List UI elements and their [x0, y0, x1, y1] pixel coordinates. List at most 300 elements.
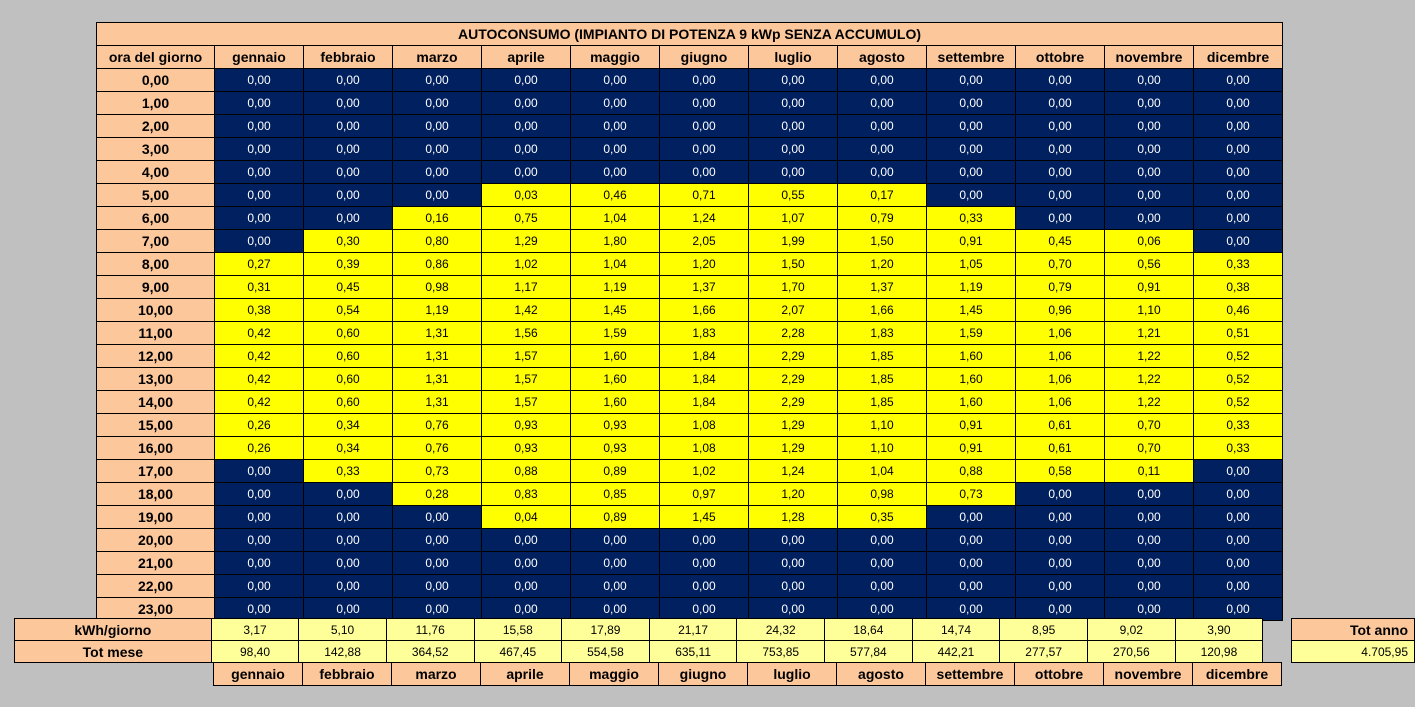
- table-row: [97, 322, 1283, 345]
- table-row: [97, 414, 1283, 437]
- table-row: [97, 161, 1283, 184]
- value-cell: 0,00: [304, 92, 393, 115]
- hour-cell: 12,00: [97, 345, 215, 368]
- value-cell: 0,00: [482, 115, 571, 138]
- value-cell: 0,00: [304, 598, 393, 621]
- value-cell: 0,89: [571, 460, 660, 483]
- hour-cell: 17,00: [97, 460, 215, 483]
- value-cell: 0,33: [304, 460, 393, 483]
- value-cell: 0,76: [393, 437, 482, 460]
- value-cell: 1,50: [838, 230, 927, 253]
- footer-month-luglio: luglio: [748, 663, 837, 686]
- value-cell: 0,88: [927, 460, 1016, 483]
- value-cell: 0,88: [482, 460, 571, 483]
- value-cell: 0,00: [1194, 230, 1283, 253]
- value-cell: 1,31: [393, 368, 482, 391]
- value-cell: 1,19: [571, 276, 660, 299]
- value-cell: 0,00: [393, 69, 482, 92]
- hour-cell: 19,00: [97, 506, 215, 529]
- value-cell: 1,07: [749, 207, 838, 230]
- value-cell: 1,06: [1016, 391, 1105, 414]
- tot-mese-cell: 120,98: [1175, 641, 1263, 663]
- value-cell: 0,52: [1194, 345, 1283, 368]
- value-cell: 1,60: [571, 345, 660, 368]
- value-cell: 0,00: [927, 529, 1016, 552]
- value-cell: 0,00: [1016, 207, 1105, 230]
- value-cell: 1,22: [1105, 345, 1194, 368]
- table-row: [97, 184, 1283, 207]
- kwh-giorno-cell: 3,90: [1175, 619, 1263, 641]
- value-cell: 0,91: [927, 414, 1016, 437]
- value-cell: 0,00: [660, 552, 749, 575]
- value-cell: 0,42: [215, 391, 304, 414]
- value-cell: 0,38: [215, 299, 304, 322]
- month-header-settembre: settembre: [927, 46, 1016, 69]
- tot-mese-cell: 98,40: [211, 641, 298, 663]
- value-cell: 1,20: [749, 483, 838, 506]
- value-cell: 0,00: [749, 92, 838, 115]
- value-cell: 0,00: [927, 138, 1016, 161]
- value-cell: 0,00: [749, 552, 838, 575]
- value-cell: 0,00: [927, 161, 1016, 184]
- value-cell: 0,35: [838, 506, 927, 529]
- value-cell: 0,00: [304, 161, 393, 184]
- kwh-giorno-cell: 9,02: [1087, 619, 1175, 641]
- value-cell: 0,00: [1105, 598, 1194, 621]
- value-cell: 2,28: [749, 322, 838, 345]
- value-cell: 1,28: [749, 506, 838, 529]
- table-row: [97, 368, 1283, 391]
- kwh-giorno-cell: 21,17: [649, 619, 737, 641]
- tot-mese-cell: 635,11: [649, 641, 737, 663]
- value-cell: 0,16: [393, 207, 482, 230]
- footer-month-marzo: marzo: [392, 663, 481, 686]
- value-cell: 0,00: [838, 161, 927, 184]
- value-cell: 0,00: [571, 138, 660, 161]
- value-cell: 0,33: [1194, 253, 1283, 276]
- hour-cell: 4,00: [97, 161, 215, 184]
- value-cell: 0,00: [304, 506, 393, 529]
- value-cell: 1,66: [660, 299, 749, 322]
- value-cell: 1,29: [482, 230, 571, 253]
- value-cell: 1,08: [660, 437, 749, 460]
- value-cell: 1,08: [660, 414, 749, 437]
- value-cell: 0,00: [1194, 184, 1283, 207]
- hour-cell: 5,00: [97, 184, 215, 207]
- value-cell: 1,02: [482, 253, 571, 276]
- table-row: [97, 92, 1283, 115]
- value-cell: 0,75: [482, 207, 571, 230]
- autoconsumo-table: [96, 22, 1283, 621]
- tot-mese-cell: 442,21: [912, 641, 1000, 663]
- value-cell: 1,57: [482, 368, 571, 391]
- value-cell: 0,00: [660, 598, 749, 621]
- value-cell: 0,00: [660, 69, 749, 92]
- value-cell: 0,33: [1194, 437, 1283, 460]
- value-cell: 1,22: [1105, 391, 1194, 414]
- value-cell: 0,00: [660, 138, 749, 161]
- value-cell: 0,00: [393, 92, 482, 115]
- value-cell: 0,00: [838, 575, 927, 598]
- value-cell: 1,84: [660, 368, 749, 391]
- hour-cell: 14,00: [97, 391, 215, 414]
- value-cell: 0,00: [393, 184, 482, 207]
- value-cell: 0,00: [482, 598, 571, 621]
- value-cell: 1,57: [482, 391, 571, 414]
- value-cell: 0,42: [215, 345, 304, 368]
- value-cell: 2,29: [749, 391, 838, 414]
- value-cell: 0,00: [215, 138, 304, 161]
- value-cell: 1,10: [838, 437, 927, 460]
- value-cell: 0,00: [571, 552, 660, 575]
- hour-cell: 21,00: [97, 552, 215, 575]
- table-title: AUTOCONSUMO (IMPIANTO DI POTENZA 9 kWp SENZA ACCUMULO): [97, 23, 1283, 46]
- tot-mese-cell: 142,88: [299, 641, 387, 663]
- value-cell: 0,00: [215, 552, 304, 575]
- value-cell: 1,29: [749, 414, 838, 437]
- value-cell: 1,80: [571, 230, 660, 253]
- table-row: [97, 506, 1283, 529]
- value-cell: 0,93: [571, 414, 660, 437]
- month-header-giugno: giugno: [660, 46, 749, 69]
- value-cell: 0,00: [571, 598, 660, 621]
- value-cell: 0,70: [1105, 437, 1194, 460]
- value-cell: 0,00: [1105, 115, 1194, 138]
- value-cell: 1,24: [660, 207, 749, 230]
- value-cell: 0,00: [304, 115, 393, 138]
- footer-month-gennaio: gennaio: [214, 663, 303, 686]
- footer-month-giugno: giugno: [659, 663, 748, 686]
- tot-mese-cell: 577,84: [825, 641, 913, 663]
- tot-mese-cell: 364,52: [386, 641, 474, 663]
- tot-anno-label: Tot anno: [1291, 619, 1415, 641]
- value-cell: 0,33: [1194, 414, 1283, 437]
- value-cell: 0,42: [215, 368, 304, 391]
- footer-month-febbraio: febbraio: [303, 663, 392, 686]
- value-cell: 0,00: [1105, 92, 1194, 115]
- value-cell: 1,70: [749, 276, 838, 299]
- value-cell: 0,00: [215, 506, 304, 529]
- value-cell: 1,17: [482, 276, 571, 299]
- value-cell: 0,73: [927, 483, 1016, 506]
- footer-month-aprile: aprile: [481, 663, 570, 686]
- value-cell: 0,00: [393, 575, 482, 598]
- value-cell: 0,45: [1016, 230, 1105, 253]
- value-cell: 1,84: [660, 391, 749, 414]
- hour-cell: 6,00: [97, 207, 215, 230]
- value-cell: 1,83: [660, 322, 749, 345]
- value-cell: 0,00: [1105, 207, 1194, 230]
- hour-cell: 0,00: [97, 69, 215, 92]
- table-row: [97, 230, 1283, 253]
- value-cell: 0,00: [482, 575, 571, 598]
- table-row: [97, 299, 1283, 322]
- value-cell: 0,00: [1194, 598, 1283, 621]
- value-cell: 0,00: [749, 138, 838, 161]
- value-cell: 0,91: [1105, 276, 1194, 299]
- value-cell: 0,00: [1194, 575, 1283, 598]
- footer-month-dicembre: dicembre: [1193, 663, 1282, 686]
- value-cell: 0,70: [1105, 414, 1194, 437]
- value-cell: 1,45: [927, 299, 1016, 322]
- footer-month-settembre: settembre: [926, 663, 1015, 686]
- value-cell: 0,00: [393, 506, 482, 529]
- value-cell: 1,42: [482, 299, 571, 322]
- value-cell: 0,00: [838, 552, 927, 575]
- tot-mese-cell: 467,45: [474, 641, 562, 663]
- value-cell: 0,00: [1194, 552, 1283, 575]
- table-body: [97, 69, 1283, 621]
- footer-header-row: [214, 663, 1282, 686]
- spacer: [1263, 619, 1291, 641]
- value-cell: 0,00: [749, 69, 838, 92]
- value-cell: 0,00: [571, 69, 660, 92]
- value-cell: 1,37: [838, 276, 927, 299]
- value-cell: 0,60: [304, 345, 393, 368]
- value-cell: 1,83: [838, 322, 927, 345]
- hour-cell: 18,00: [97, 483, 215, 506]
- value-cell: 0,00: [838, 138, 927, 161]
- hour-cell: 23,00: [97, 598, 215, 621]
- value-cell: 0,03: [482, 184, 571, 207]
- table-row: [97, 529, 1283, 552]
- value-cell: 0,00: [1016, 138, 1105, 161]
- value-cell: 1,31: [393, 391, 482, 414]
- value-cell: 0,00: [304, 575, 393, 598]
- value-cell: 1,24: [749, 460, 838, 483]
- value-cell: 0,38: [1194, 276, 1283, 299]
- value-cell: 1,84: [660, 345, 749, 368]
- value-cell: 0,60: [304, 391, 393, 414]
- value-cell: 0,96: [1016, 299, 1105, 322]
- hour-cell: 10,00: [97, 299, 215, 322]
- value-cell: 0,06: [1105, 230, 1194, 253]
- value-cell: 0,98: [838, 483, 927, 506]
- value-cell: 0,00: [1194, 138, 1283, 161]
- value-cell: 0,00: [927, 115, 1016, 138]
- value-cell: 0,00: [1194, 207, 1283, 230]
- value-cell: 1,99: [749, 230, 838, 253]
- value-cell: 0,00: [482, 138, 571, 161]
- value-cell: 0,00: [304, 138, 393, 161]
- value-cell: 2,29: [749, 345, 838, 368]
- tot-mese-cell: 270,56: [1087, 641, 1175, 663]
- hour-cell: 16,00: [97, 437, 215, 460]
- value-cell: 0,00: [304, 184, 393, 207]
- value-cell: 0,26: [215, 414, 304, 437]
- value-cell: 0,00: [749, 598, 838, 621]
- value-cell: 1,20: [838, 253, 927, 276]
- value-cell: 0,71: [660, 184, 749, 207]
- kwh-giorno-cell: 5,10: [299, 619, 387, 641]
- value-cell: 1,59: [927, 322, 1016, 345]
- value-cell: 1,50: [749, 253, 838, 276]
- footer-month-ottobre: ottobre: [1015, 663, 1104, 686]
- value-cell: 0,93: [571, 437, 660, 460]
- month-header-aprile: aprile: [482, 46, 571, 69]
- value-cell: 0,00: [215, 207, 304, 230]
- value-cell: 0,00: [571, 92, 660, 115]
- value-cell: 1,05: [927, 253, 1016, 276]
- tot-mese-label: Tot mese: [15, 641, 212, 663]
- value-cell: 0,00: [304, 69, 393, 92]
- value-cell: 1,31: [393, 322, 482, 345]
- table-row: [97, 276, 1283, 299]
- value-cell: 0,70: [1016, 253, 1105, 276]
- value-cell: 0,00: [660, 92, 749, 115]
- value-cell: 0,00: [1105, 184, 1194, 207]
- value-cell: 0,00: [1194, 483, 1283, 506]
- summary-table: [14, 618, 1415, 663]
- value-cell: 0,27: [215, 253, 304, 276]
- value-cell: 0,73: [393, 460, 482, 483]
- value-cell: 0,34: [304, 414, 393, 437]
- value-cell: 1,10: [838, 414, 927, 437]
- hour-cell: 20,00: [97, 529, 215, 552]
- kwh-giorno-cell: 3,17: [211, 619, 298, 641]
- value-cell: 1,19: [927, 276, 1016, 299]
- value-cell: 0,34: [304, 437, 393, 460]
- value-cell: 0,00: [304, 529, 393, 552]
- value-cell: 0,00: [571, 161, 660, 184]
- value-cell: 0,00: [1194, 161, 1283, 184]
- hour-column-header: ora del giorno: [97, 46, 215, 69]
- value-cell: 0,00: [1105, 552, 1194, 575]
- value-cell: 1,37: [660, 276, 749, 299]
- value-cell: 0,00: [1194, 506, 1283, 529]
- value-cell: 0,00: [927, 575, 1016, 598]
- value-cell: 0,33: [927, 207, 1016, 230]
- value-cell: 0,83: [482, 483, 571, 506]
- tot-mese-row: [15, 641, 1415, 663]
- value-cell: 0,00: [1194, 529, 1283, 552]
- value-cell: 0,54: [304, 299, 393, 322]
- value-cell: 1,60: [927, 391, 1016, 414]
- value-cell: 0,00: [1016, 69, 1105, 92]
- kwh-giorno-cell: 17,89: [562, 619, 650, 641]
- value-cell: 1,57: [482, 345, 571, 368]
- value-cell: 0,00: [1016, 115, 1105, 138]
- tot-anno-value: 4.705,95: [1291, 641, 1415, 663]
- value-cell: 0,00: [215, 230, 304, 253]
- value-cell: 1,06: [1016, 368, 1105, 391]
- value-cell: 0,91: [927, 230, 1016, 253]
- value-cell: 1,60: [571, 368, 660, 391]
- value-cell: 0,58: [1016, 460, 1105, 483]
- value-cell: 0,00: [927, 69, 1016, 92]
- value-cell: 0,00: [749, 115, 838, 138]
- value-cell: 0,80: [393, 230, 482, 253]
- value-cell: 0,00: [482, 92, 571, 115]
- hour-cell: 8,00: [97, 253, 215, 276]
- month-header-ottobre: ottobre: [1016, 46, 1105, 69]
- value-cell: 1,19: [393, 299, 482, 322]
- tot-mese-cell: 554,58: [562, 641, 650, 663]
- value-cell: 0,85: [571, 483, 660, 506]
- value-cell: 0,89: [571, 506, 660, 529]
- value-cell: 0,00: [393, 529, 482, 552]
- value-cell: 0,28: [393, 483, 482, 506]
- value-cell: 0,45: [304, 276, 393, 299]
- value-cell: 1,60: [927, 368, 1016, 391]
- value-cell: 0,00: [393, 598, 482, 621]
- value-cell: 0,00: [393, 552, 482, 575]
- value-cell: 0,51: [1194, 322, 1283, 345]
- table-row: [97, 552, 1283, 575]
- value-cell: 0,93: [482, 437, 571, 460]
- value-cell: 0,00: [838, 598, 927, 621]
- table-row: [97, 345, 1283, 368]
- month-header-gennaio: gennaio: [215, 46, 304, 69]
- month-header-marzo: marzo: [393, 46, 482, 69]
- value-cell: 0,00: [1105, 138, 1194, 161]
- table-row: [97, 460, 1283, 483]
- value-cell: 0,00: [215, 184, 304, 207]
- value-cell: 0,46: [1194, 299, 1283, 322]
- hour-cell: 22,00: [97, 575, 215, 598]
- value-cell: 0,00: [393, 161, 482, 184]
- value-cell: 1,60: [927, 345, 1016, 368]
- value-cell: 0,00: [1016, 92, 1105, 115]
- value-cell: 0,86: [393, 253, 482, 276]
- table-row: [97, 483, 1283, 506]
- value-cell: 0,00: [215, 115, 304, 138]
- value-cell: 0,00: [838, 92, 927, 115]
- hour-cell: 13,00: [97, 368, 215, 391]
- kwh-giorno-label: kWh/giorno: [15, 619, 212, 641]
- month-header-maggio: maggio: [571, 46, 660, 69]
- value-cell: 0,60: [304, 322, 393, 345]
- value-cell: 0,00: [393, 138, 482, 161]
- tot-mese-cell: 753,85: [737, 641, 825, 663]
- value-cell: 0,00: [215, 575, 304, 598]
- value-cell: 0,00: [1105, 161, 1194, 184]
- value-cell: 2,07: [749, 299, 838, 322]
- value-cell: 0,00: [927, 92, 1016, 115]
- value-cell: 0,00: [1194, 92, 1283, 115]
- footer-month-novembre: novembre: [1104, 663, 1193, 686]
- value-cell: 0,00: [1105, 506, 1194, 529]
- value-cell: 0,26: [215, 437, 304, 460]
- value-cell: 0,00: [749, 161, 838, 184]
- value-cell: 2,05: [660, 230, 749, 253]
- month-header-novembre: novembre: [1105, 46, 1194, 69]
- value-cell: 0,00: [571, 575, 660, 598]
- value-cell: 1,10: [1105, 299, 1194, 322]
- value-cell: 0,00: [1016, 483, 1105, 506]
- table-row: [97, 69, 1283, 92]
- table-row: [97, 138, 1283, 161]
- value-cell: 0,00: [838, 115, 927, 138]
- value-cell: 0,00: [838, 529, 927, 552]
- kwh-giorno-cell: 18,64: [825, 619, 913, 641]
- value-cell: 0,17: [838, 184, 927, 207]
- value-cell: 0,46: [571, 184, 660, 207]
- value-cell: 0,00: [1016, 161, 1105, 184]
- value-cell: 0,00: [215, 483, 304, 506]
- tot-mese-cell: 277,57: [1000, 641, 1088, 663]
- month-header-agosto: agosto: [838, 46, 927, 69]
- value-cell: 1,85: [838, 345, 927, 368]
- value-cell: 0,93: [482, 414, 571, 437]
- value-cell: 0,00: [927, 184, 1016, 207]
- value-cell: 0,79: [838, 207, 927, 230]
- value-cell: 1,85: [838, 391, 927, 414]
- value-cell: 0,79: [1016, 276, 1105, 299]
- value-cell: 0,11: [1105, 460, 1194, 483]
- value-cell: 1,20: [660, 253, 749, 276]
- value-cell: 0,00: [571, 115, 660, 138]
